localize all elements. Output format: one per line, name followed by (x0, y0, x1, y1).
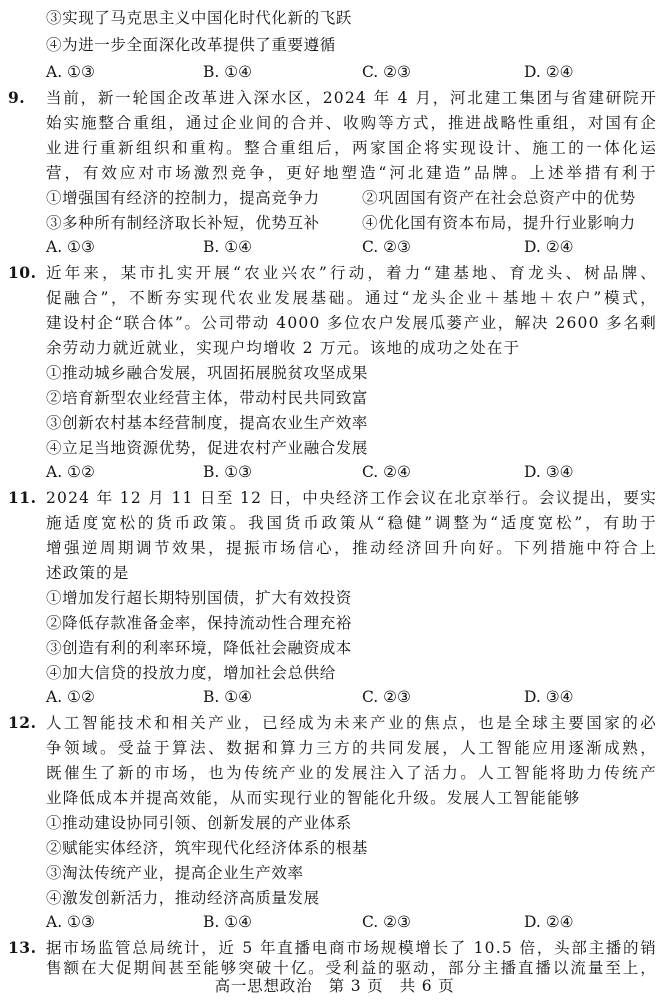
question-stem-line: 始实施整合重组，通过企业间的合并、收购等方式，推进战略性重组，对国有企 (46, 114, 657, 132)
question-stem-line: 增强逆周期调节效果，提振市场信心，推动经济回升向好。下列措施中符合上 (46, 539, 657, 557)
choice-a: A. ①③ (46, 913, 95, 931)
choice-d: D. ③④ (524, 688, 574, 706)
option-3: ③创造有利的利率环境，降低社会融资成本 (46, 639, 352, 657)
choice-c: C. ②④ (362, 463, 411, 481)
question-stem-line: 施适度宽松的货币政策。我国货币政策从“稳健”调整为“适度宽松”，有助于 (46, 514, 657, 532)
question-number: 10. (8, 263, 37, 282)
question-stem-line: 售额在大促期间甚至能够突破十亿。受利益的驱动，部分主播直播以流量至上， (46, 959, 657, 977)
choice-a: A. ①② (46, 688, 95, 706)
question-stem-line: 既催生了新的市场，也为传统产业的发展注入了活力。人工智能将助力传统产 (46, 764, 657, 782)
option-4: ④立足当地资源优势，促进农村产业融合发展 (46, 439, 369, 457)
question-number: 13. (8, 938, 37, 957)
option-1: ①推动建设协同引领、创新发展的产业体系 (46, 814, 352, 832)
question-stem-line: 2024 年 12 月 11 日至 12 日，中央经济工作会议在北京举行。会议提出，要实 (46, 489, 657, 507)
prev-choice-d: D. ②④ (524, 63, 574, 81)
choice-c: C. ②③ (362, 688, 411, 706)
question-number: 9. (8, 88, 26, 107)
choice-a: A. ①② (46, 463, 95, 481)
prev-option-3: ③实现了马克思主义中国化时代化新的飞跃 (46, 9, 352, 27)
question-number: 11. (8, 488, 37, 507)
option-1: ①增加发行超长期特别国债，扩大有效投资 (46, 589, 352, 607)
option-2: ②赋能实体经济，筑牢现代化经济体系的根基 (46, 839, 369, 857)
option-1: ①推动城乡融合发展，巩固拓展脱贫攻坚成果 (46, 364, 369, 382)
option-4: ④优化国有资本布局，提升行业影响力 (362, 214, 636, 232)
prev-choice-a: A. ①③ (46, 63, 95, 81)
choice-a: A. ①③ (46, 238, 95, 256)
option-1: ①增强国有经济的控制力，提高竞争力 (46, 189, 320, 207)
choice-b: B. ①④ (203, 688, 253, 706)
choice-d: D. ②④ (524, 913, 574, 931)
option-2: ②巩固国有资产在社会总资产中的优势 (362, 189, 636, 207)
question-stem-line: 争领域。受益于算法、数据和算力三方的共同发展，人工智能应用逐渐成熟， (46, 739, 657, 757)
question-stem-line: 业降低成本并提高效能，从而实现行业的智能化升级。发展人工智能能够 (46, 789, 581, 807)
choice-b: B. ①③ (203, 463, 253, 481)
option-4: ④加大信贷的投放力度，增加社会总供给 (46, 664, 336, 682)
question-stem-line: 近年来，某市扎实开展“农业兴农”行动，着力“建基地、育龙头、树品牌、 (46, 264, 657, 282)
choice-c: C. ②③ (362, 913, 411, 931)
question-stem-line: 业进行重新组织和重构。整合重组后，两家国企将实现设计、施工的一体化运 (46, 139, 657, 157)
question-stem-line: 营，有效应对市场激烈竞争，更好地塑造“河北建造”品牌。上述举措有利于 (46, 164, 657, 182)
question-number: 12. (8, 713, 37, 732)
page-footer: 高一思想政治 第 3 页 共 6 页 (214, 977, 455, 995)
choice-c: C. ②③ (362, 238, 411, 256)
question-stem-line: 促融合”，不断夯实现代农业发展基础。通过“龙头企业＋基地＋农户”模式， (46, 289, 657, 307)
choice-d: D. ③④ (524, 463, 574, 481)
option-2: ②降低存款准备金率，保持流动性合理充裕 (46, 614, 352, 632)
question-stem-line: 建设村企“联合体”。公司带动 4000 多位农户发展瓜蒌产业，解决 2600 多名剩 (46, 314, 657, 332)
option-3: ③淘汰传统产业，提高企业生产效率 (46, 864, 304, 882)
prev-choice-c: C. ②③ (362, 63, 411, 81)
question-stem-line: 述政策的是 (46, 564, 130, 582)
question-stem-line: 当前，新一轮国企改革进入深水区，2024 年 4 月，河北建工集团与省建研院开 (46, 89, 657, 107)
question-stem-line: 人工智能技术和相关产业，已经成为未来产业的焦点，也是全球主要国家的必 (46, 714, 657, 732)
choice-b: B. ①④ (203, 913, 253, 931)
option-3: ③多种所有制经济取长补短，优势互补 (46, 214, 320, 232)
choice-b: B. ①④ (203, 238, 253, 256)
prev-choice-b: B. ①④ (203, 63, 253, 81)
question-stem-line: 余劳动力就近就业，实现户均增收 2 万元。该地的成功之处在于 (46, 339, 521, 357)
option-3: ③创新农村基本经营制度，提高农业生产效率 (46, 414, 369, 432)
choice-d: D. ②④ (524, 238, 574, 256)
option-4: ④激发创新活力，推动经济高质量发展 (46, 889, 320, 907)
prev-option-4: ④为进一步全面深化改革提供了重要遵循 (46, 36, 336, 54)
option-2: ②培育新型农业经营主体，带动村民共同致富 (46, 389, 369, 407)
question-stem-line: 据市场监管总局统计，近 5 年直播电商市场规模增长了 10.5 倍，头部主播的销 (46, 939, 657, 957)
